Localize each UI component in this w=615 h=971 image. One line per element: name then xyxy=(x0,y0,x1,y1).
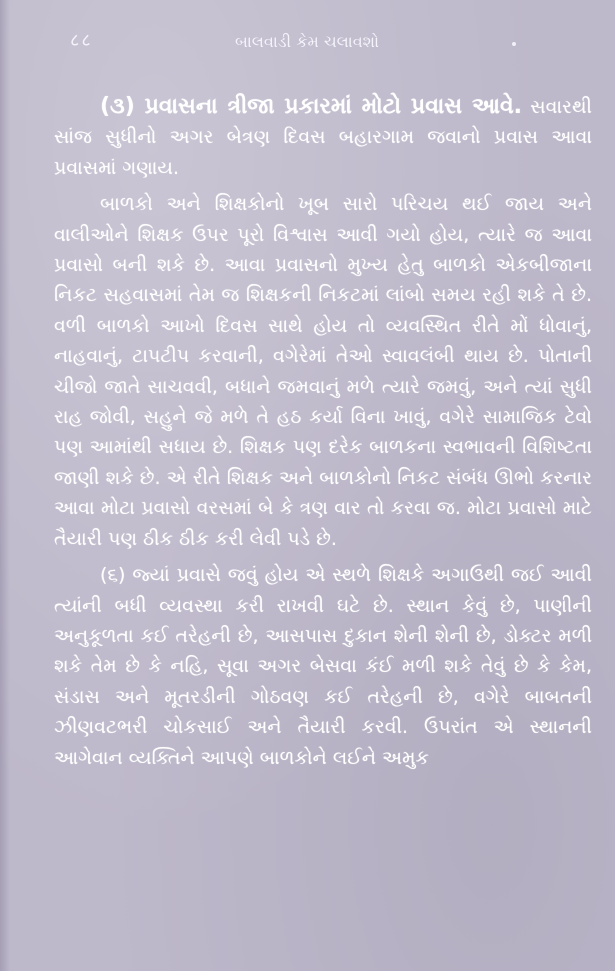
header-dot xyxy=(512,42,516,46)
page-gutter-shadow xyxy=(0,0,10,971)
body-text xyxy=(54,92,592,779)
paragraph-preparation xyxy=(54,560,592,773)
page-number: ८८ xyxy=(70,30,93,51)
paragraph-text: બાળકો અને શિક્ષકોનો ખૂબ સારો પરિચય થઈ જાય અને વાલીઓને શિક્ષક ઉપર પૂરો વિશ્વાસ આવી ગયો હોય, ત્યારે જ આવા પ્રવાસો બની શકે છે. આવા પ્રવાસનો મુખ્ય હેતુ બાળકો એકબીજાના નિકટ સહવાસમાં તેમ જ શિક્ષકની નિકટમાં લાંબો સમય રહી શકે તે છે. વળી બાળકો આખો દિવસ સાથે હોય તો વ્યવસ્થિત રીતે મોં ધોવાનું, નાહવાનું, ટાપટીપ કરવાની, વગેરેમાં તેઓ સ્વાવલંબી થાય છે. પોતાની ચીજો જાતે સાચવવી, બધાને જમવાનું મળે ત્યારે જમવું, અને ત્યાં સુધી રાહ જોવી, સહુને જે મળે તે હઠ કર્યા વિના ખાવું, વગેરે સામાજિક ટેવો પણ આમાંથી સધાય છે. શિક્ષક પણ દરેક બાળકના સ્વભાવની વિશિષ્ટતા જાણી શકે છે. એ રીતે શિક્ષક અને બાળકોનો નિકટ સંબંધ ઊભો કરનાર આવા મોટા પ્રવાસો વરસમાં બે કે ત્રણ વાર તો કરવા જ. મોટા પ્રવાસો માટે તૈયારી પણ ઠીક ઠીક કરી લેવી પડે છે. xyxy=(54,193,592,550)
paragraph-text: સવારથી સાંજ સુધીનો અગર બેત્રણ દિવસ બહારગામ જવાનો પ્રવાસ આવા પ્રવાસમાં ગણાય. xyxy=(54,96,592,179)
page-header xyxy=(70,28,570,62)
running-title: બાલવાડી કેમ ચલાવશો xyxy=(235,32,379,51)
paragraph-lead: (૩) પ્રવાસના ત્રીજા પ્રકારમાં મોટો પ્રવાસ આવે. xyxy=(100,94,523,119)
paragraph-travel-type-three xyxy=(54,92,592,183)
paragraph-text: (૬) જ્યાં પ્રવાસે જવું હોય એ સ્થળે શિક્ષકે અગાઉથી જઈ આવી ત્યાંની બધી વ્યવસ્થા કરી રાખવી ઘટે છે. સ્થાન કેવું છે, પાણીની અનુકૂળતા કઈ તરેહની છે, આસપાસ દુકાન શેની શેની છે, ડોક્ટર મળી શકે તેમ છે કે નહિ, સૂવા અગર બેસવા કંઈ મળી શકે તેવું છે કે કેમ, સંડાસ અને મૂતરડીની ગોઠવણ કઈ તરેહની છે, વગેરે બાબતની ઝીણવટભરી ચોકસાઈ અને તૈયારી કરવી. ઉપરાંત એ સ્થાનની આગેવાન વ્યક્તિને આપણે બાળકોને લઈને અમુક xyxy=(54,564,592,769)
paragraph-benefits xyxy=(54,189,592,554)
